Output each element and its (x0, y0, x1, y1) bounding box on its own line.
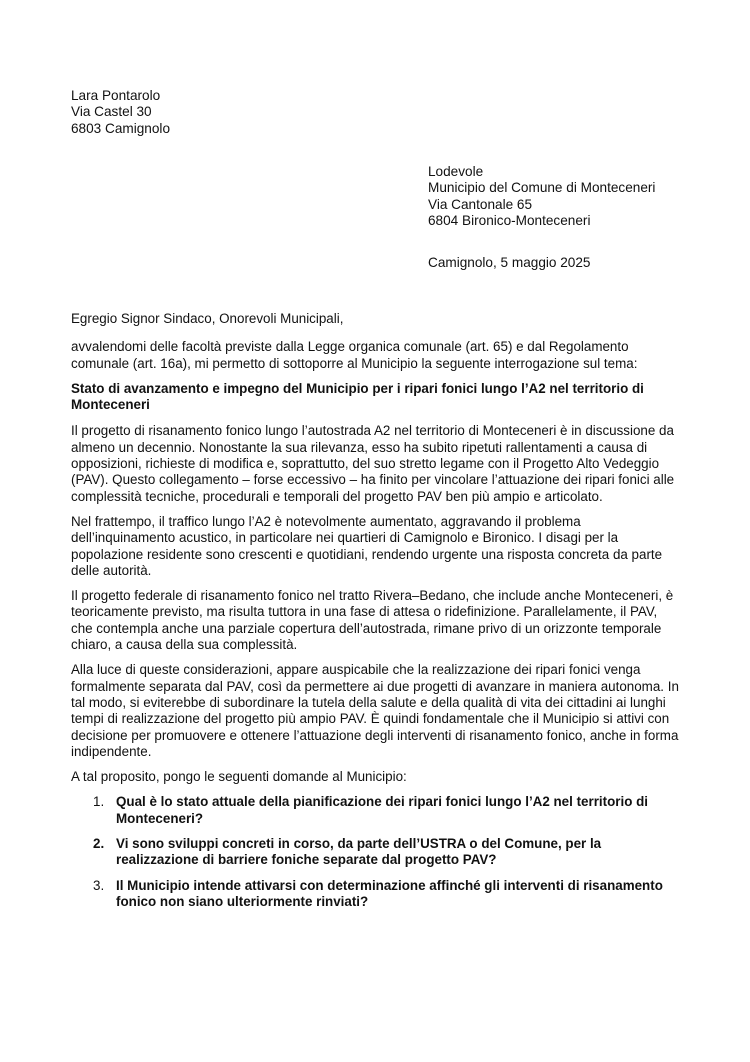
questions-list (71, 794, 681, 910)
recipient-line-1: Lodevole (428, 164, 484, 179)
question-text: Qual è lo stato attuale della pianificazione dei ripari fonici lungo l’A2 nel territorio di Monteceneri? (116, 794, 648, 826)
recipient-line-4: 6804 Bironico-Monteceneri (428, 212, 591, 228)
intro-paragraph: avvalendomi delle facoltà previste dalla Legge organica comunale (art. 65) e dal Regolamento comunale (art. 16a), mi permetto di sottoporre al Municipio la seguente interrogazione sul tema: (71, 339, 638, 371)
question-text: Il Municipio intende attivarsi con determinazione affinché gli interventi di risanamento fonico non siano ulteriormente rinviati? (116, 877, 663, 909)
question-item (71, 878, 681, 911)
body-paragraph: Il progetto federale di risanamento fonico nel tratto Rivera–Bedano, che include anche Monteceneri, è teoricamente previsto, ma risulta tuttora in una fase di attesa o ridefinizione. Parallelamente, il PAV, che contempla anche una parziale copertura dell’autostrada, rimane privo di un orizzonte temporale chiaro, a causa della sua complessità. (71, 588, 674, 653)
recipient-address (428, 164, 655, 229)
recipient-line-2: Municipio del Comune di Monteceneri (428, 180, 656, 196)
body-paragraph: Alla luce di queste considerazioni, appare auspicabile che la realizzazione dei ripari fonici venga formalmente separata dal PAV, così da permettere ai due progetti di avanzare in maniera autonoma. In tal modo, si eviterebbe di subordinare la tutela della salute e della qualità di vita dei cittadini ai lunghi tempi di realizzazione del progetto più ampio PAV. È quindi fondamentale che il Municipio si attivi con decisione per promuovere e ottenere l’attuazione degli interventi di risanamento fonico, anche in forma indipendente. (71, 662, 679, 759)
sender-city: 6803 Camignolo (71, 120, 170, 136)
sender-address (71, 88, 170, 137)
letter-date: Camignolo, 5 maggio 2025 (428, 255, 591, 270)
question-text: Vi sono sviluppi concreti in corso, da parte dell’USTRA o del Comune, per la realizzazione di barriere foniche separate dal progetto PAV? (116, 836, 602, 868)
sender-name: Lara Pontarolo (71, 88, 161, 103)
recipient-line-3: Via Cantonale 65 (428, 196, 533, 212)
question-item (71, 794, 681, 827)
subject-heading: Stato di avanzamento e impegno del Municipio per i ripari fonici lungo l’A2 nel territorio di Monteceneri (71, 380, 644, 413)
letter-body (71, 311, 681, 919)
questions-intro: A tal proposito, pongo le seguenti domande al Municipio: (71, 769, 407, 785)
body-paragraph: Nel frattempo, il traffico lungo l’A2 è notevolmente aumentato, aggravando il problema dell’inquinamento acustico, in particolare nei quartieri di Camignolo e Bironico. I disagi per la popolazione residente sono crescenti e quotidiani, rendendo urgente una risposta concreta da parte delle autorità. (71, 513, 663, 578)
body-paragraph: Il progetto di risanamento fonico lungo l’autostrada A2 nel territorio di Monteceneri è in discussione da almeno un decennio. Nonostante la sua rilevanza, esso ha subito ripetuti rallentamenti a causa di opposizioni, richieste di modifica e, soprattutto, del suo stretto legame con il Progetto Alto Vedeggio (PAV). Questo collegamento – forse eccessivo – ha finito per vincolare l’attuazione dei ripari fonici alle complessità tecniche, procedurali e temporali del progetto PAV ben più ampio e articolato. (71, 423, 675, 504)
question-number: 3. (93, 877, 105, 893)
sender-street: Via Castel 30 (71, 104, 152, 120)
question-number: 2. (93, 836, 105, 852)
salutation: Egregio Signor Sindaco, Onorevoli Municipali, (71, 311, 344, 326)
question-item (71, 836, 681, 869)
question-number: 1. (93, 794, 105, 810)
